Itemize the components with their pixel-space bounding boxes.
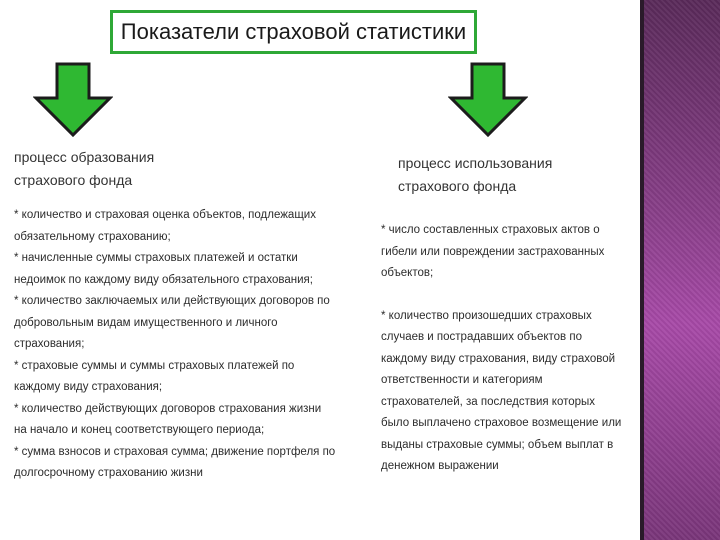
list-line: страхователей, за последствия которых bbox=[381, 395, 596, 408]
list-line: ответственности и категориям bbox=[381, 374, 543, 386]
list-line: гибели или повреждении застрахованных bbox=[381, 245, 605, 258]
list-line: обязательному страхованию; bbox=[14, 230, 171, 243]
spacer bbox=[381, 285, 631, 306]
left-indicator-list bbox=[14, 205, 344, 485]
list-line: на начало и конец соответствующего периода; bbox=[14, 424, 265, 436]
list-line: денежном выражении bbox=[381, 460, 499, 472]
list-line: случаев и пострадавших объектов по bbox=[381, 331, 582, 343]
right-indicator-list bbox=[381, 220, 631, 478]
list-line: * сумма взносов и страховая сумма; движение портфеля по bbox=[14, 445, 336, 458]
right-heading bbox=[398, 152, 578, 198]
list-line: * количество произошедших страховых bbox=[381, 309, 592, 322]
side-band-edge bbox=[640, 0, 644, 540]
left-heading-line: страхового фонда bbox=[14, 172, 133, 188]
list-line: * количество действующих договоров страхования жизни bbox=[14, 402, 322, 415]
down-arrow-icon bbox=[448, 62, 528, 138]
list-line: было выплачено страховое возмещение или bbox=[381, 417, 622, 429]
list-line: * число составленных страховых актов о bbox=[381, 224, 600, 236]
list-line: каждому виду страхования, виду страховой bbox=[381, 352, 616, 365]
title-box bbox=[110, 10, 477, 54]
down-arrow-icon bbox=[33, 62, 113, 138]
list-line: объектов; bbox=[381, 267, 434, 279]
list-line: каждому виду страхования; bbox=[14, 381, 163, 393]
left-heading bbox=[14, 146, 194, 192]
list-line: недоимок по каждому виду обязательного страхования; bbox=[14, 273, 313, 286]
list-line: добровольным видам имущественного и личного bbox=[14, 316, 278, 329]
slide-title: Показатели страховой статистики bbox=[120, 19, 467, 44]
down-arrow-right-shape bbox=[451, 64, 525, 135]
decorative-side-band bbox=[640, 0, 720, 540]
right-heading-line: страхового фонда bbox=[398, 178, 517, 194]
list-line: * начисленные суммы страховых платежей и остатки bbox=[14, 252, 298, 264]
list-line: долгосрочному страхованию жизни bbox=[14, 467, 203, 479]
list-line: страхования; bbox=[14, 338, 85, 350]
list-line: * количество и страховая оценка объектов, подлежащих bbox=[14, 209, 316, 221]
list-line: * количество заключаемых или действующих договоров по bbox=[14, 295, 330, 307]
list-line: выданы страховые суммы; объем выплат в bbox=[381, 438, 614, 451]
down-arrow-left-shape bbox=[36, 64, 110, 135]
list-line: * страховые суммы и суммы страховых платежей по bbox=[14, 359, 295, 372]
left-heading-line: процесс образования bbox=[14, 149, 155, 165]
right-heading-line: процесс использования bbox=[398, 155, 553, 171]
